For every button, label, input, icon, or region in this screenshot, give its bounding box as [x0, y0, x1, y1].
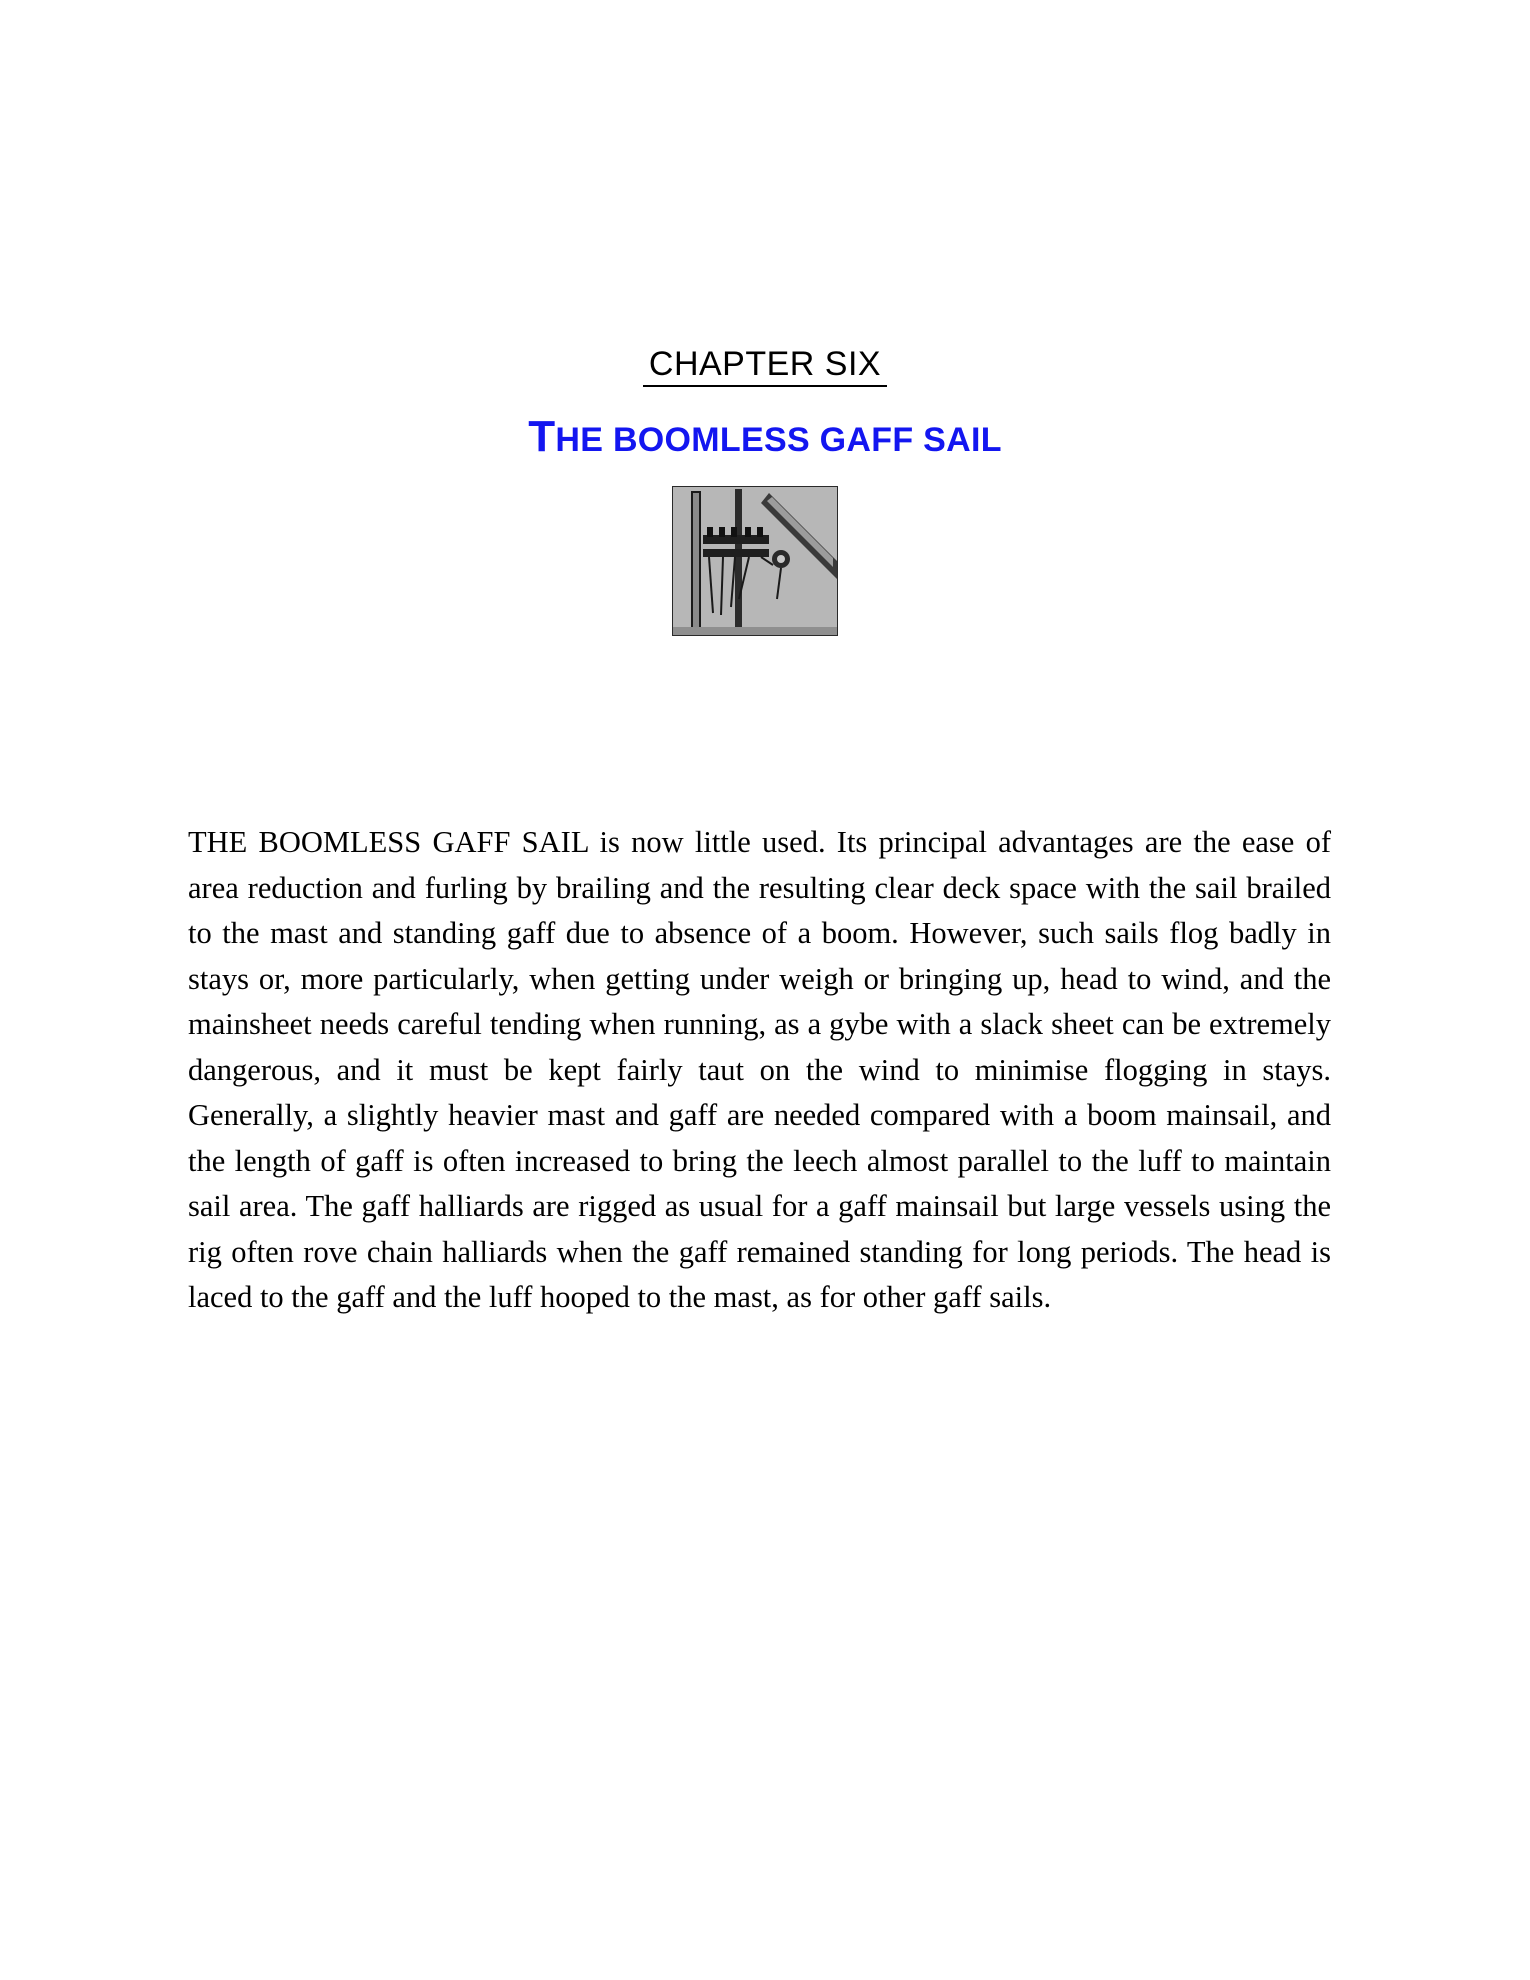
chapter-title-rest: HE BOOMLESS GAFF SAIL [555, 421, 1002, 459]
chapter-heading-text: CHAPTER SIX [643, 345, 887, 387]
chapter-heading [0, 345, 1530, 384]
rigging-illustration [672, 486, 838, 636]
body-paragraph: THE BOOMLESS GAFF SAIL is now little used. Its principal advantages are the ease of area reduction and furling by brailing and the resulting clear deck space with the sail brailed to the mast and standing gaff due to absence of a boom. However, such sails flog badly in stays or, more particularly, when getting under weigh or bringing up, head to wind, and the mainsheet needs careful tending when running, as a gybe with a slack sheet can be extremely dangerous, and it must be kept fairly taut on the wind to minimise flogging in stays. Generally, a slightly heavier mast and gaff are needed compared with a boom mainsail, and the length of gaff is often increased to bring the leech almost parallel to the luff to maintain sail area. The gaff halliards are rigged as usual for a gaff mainsail but large vessels using the rig often rove chain halliards when the gaff remained standing for long periods. The head is laced to the gaff and the luff hooped to the mast, as for other gaff sails. [188, 825, 1331, 1314]
chapter-title-initial: T [528, 412, 556, 461]
page-title [0, 412, 1530, 462]
rigging-diagram-icon [673, 487, 837, 635]
